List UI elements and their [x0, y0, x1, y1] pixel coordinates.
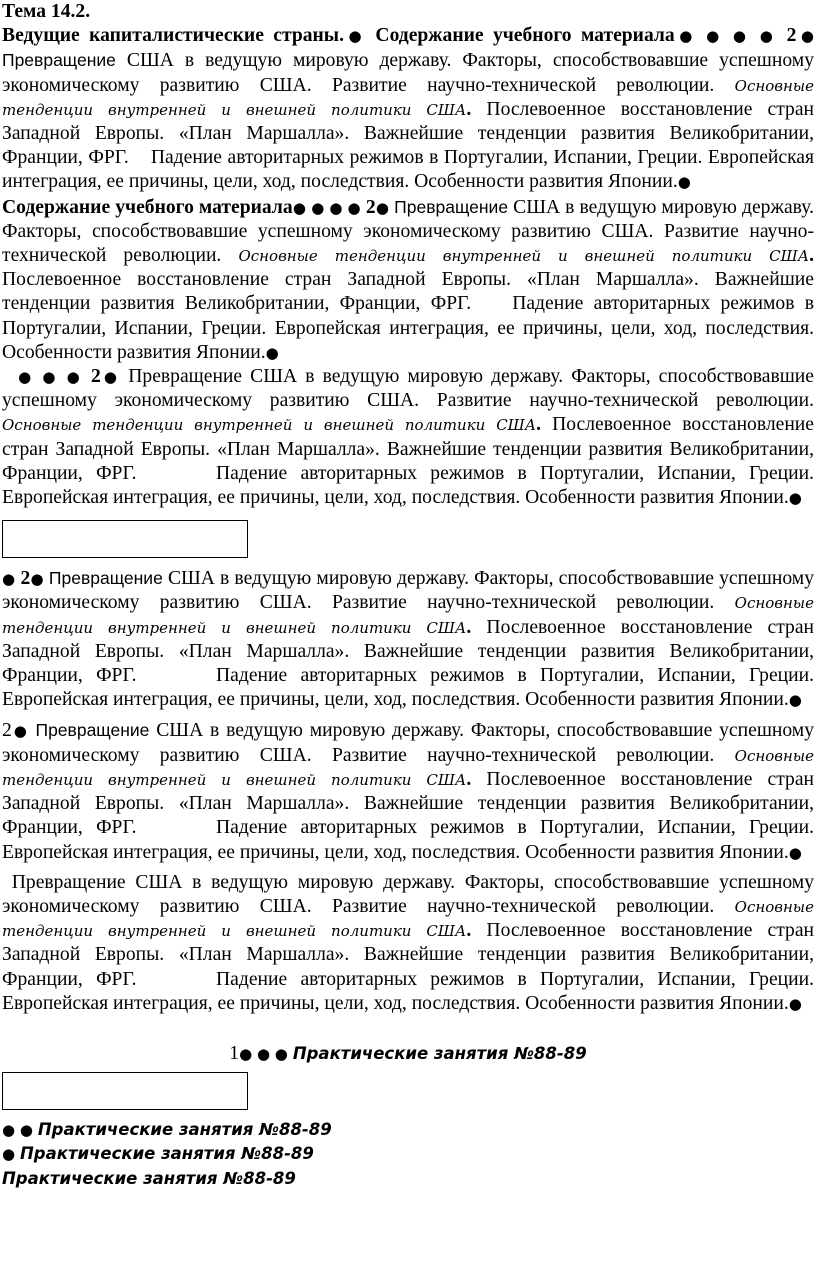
block-1: [2, 0, 814, 195]
bullet-icon: ● ● ●: [706, 27, 778, 46]
section-number: 1: [229, 1042, 240, 1064]
practice-title: Практические занятия №88-89: [20, 1144, 314, 1164]
bullet-icon: ●: [788, 994, 802, 1013]
practice-title: Практические занятия №88-89: [292, 1043, 587, 1063]
bullet-icon: ●: [788, 691, 802, 710]
practice-title: Практические занятия №88-89: [37, 1120, 332, 1140]
bullet-icon: ●: [677, 173, 691, 192]
policy-dot: .: [466, 616, 472, 638]
bullet-icon: ● ●: [2, 1121, 33, 1140]
bullet-icon: ●: [292, 198, 307, 217]
bullet-icon: ●: [674, 27, 697, 46]
rest2-text: Падение авторитарных режимов в Португалии, Испании, Греции. Европейская интеграция, ее причины, цели, ход, последствия. Особенности развития Японии.: [2, 968, 815, 1014]
policy-text: Основные тенденции внутренней и внешней политики США: [2, 897, 814, 941]
topic-text: США в ведущую мировую державу. Факторы, способствовавшие успешному экономическому развитию США. Развитие научно-технической революции.: [2, 568, 814, 614]
bullet-icon: ● ● ●: [311, 198, 361, 217]
block-2: [2, 195, 814, 365]
bullet-icon: ●: [2, 1145, 16, 1164]
policy-dot: .: [466, 920, 472, 942]
policy-text: Основные тенденции внутренней и внешней политики США: [2, 76, 814, 119]
empty-box: [2, 520, 248, 558]
topic-text: США в ведущую мировую державу. Факторы, способствовавшие успешному экономическому развитию США. Развитие научно-технической революции.: [2, 196, 814, 267]
rest2-text: Падение авторитарных режимов в Португалии, Испании, Греции. Европейская интеграция, ее причины, цели, ход, последствия. Особенности развития Японии.: [2, 817, 815, 863]
bullet-icon: ●: [11, 722, 29, 741]
policy-dot: .: [536, 414, 542, 436]
topic-title: Тема 14.2.: [2, 1, 91, 22]
block-5: [2, 718, 814, 864]
content-label: Содержание учебного материала: [375, 25, 675, 47]
section-number: 2: [20, 568, 31, 590]
bullet-icon: ●: [344, 27, 367, 46]
topic-start: Превращение: [48, 568, 163, 589]
bullet-icon: ●: [788, 843, 802, 862]
bullet-icon: ●: [100, 368, 121, 387]
practice-line-3: [2, 1167, 814, 1191]
rest-text: Послевоенное восстановление стран Западной Европы. «План Маршалла». Важнейшие тенденции развития Великобритании, Франции, ФРГ.: [2, 269, 814, 315]
rest2-text: Падение авторитарных режимов в Португалии, Испании, Греции. Европейская интеграция, ее причины, цели, ход, последствия. Особенности развития Японии.: [2, 665, 815, 711]
section-number: 2: [786, 25, 797, 47]
bullet-icon: ● ● ●: [239, 1044, 288, 1063]
rest-text: Послевоенное восстановление стран Западной Европы. «План Маршалла». Важнейшие тенденции развития Великобритании, Франции, ФРГ.: [2, 768, 814, 839]
block-6: [2, 871, 814, 1016]
section-number: 2: [2, 720, 12, 742]
bullet-icon: ●: [265, 343, 279, 362]
policy-text: Основные тенденции внутренней и внешней политики США: [2, 594, 814, 637]
topic-text: Превращение США в ведущую мировую державу.: [128, 366, 564, 388]
topic-heading: Ведущие капиталистические страны.: [2, 25, 345, 47]
policy-dot: .: [466, 768, 472, 790]
rest-text: Послевоенное восстановление стран Западной Европы. «План Маршалла». Важнейшие тенденции развития Великобритании, Франции, ФРГ.: [2, 414, 814, 484]
rest-text: Послевоенное восстановление стран Западной Европы. «План Маршалла». Важнейшие тенденции развития Великобритании, Франции, ФРГ.: [2, 98, 814, 169]
factors-text: Факторы, способствовавшие успешному экономическому развитию США. Развитие научно-технической революции.: [2, 366, 814, 412]
bullet-icon: ●: [375, 198, 390, 217]
practice-line-2: [2, 1142, 814, 1166]
document-page: [2, 0, 814, 1191]
bullet-icon: ● ● ●: [18, 368, 83, 387]
bullet-icon: ●: [2, 570, 16, 589]
content-label: Содержание учебного материала: [2, 196, 293, 218]
empty-box: [2, 1072, 248, 1110]
block-3: [2, 365, 814, 510]
rest-text: Послевоенное восстановление стран Западной Европы. «План Маршалла». Важнейшие тенденции развития Великобритании, Франции, ФРГ.: [2, 920, 814, 990]
topic-start: Превращение: [2, 50, 116, 71]
policy-text: Основные тенденции внутренней и внешней политики США: [2, 746, 814, 789]
policy-dot: .: [809, 245, 814, 267]
topic-start: Превращение: [35, 720, 150, 741]
rest-text: Послевоенное восстановление стран Западной Европы. «План Маршалла». Важнейшие тенденции развития Великобритании, Франции, ФРГ.: [2, 616, 814, 687]
practice-heading: [2, 1042, 814, 1066]
rest2-text: Падение авторитарных режимов в Португалии, Испании, Греции. Европейская интеграция, ее причины, цели, ход, последствия. Особенности развития Японии.: [2, 462, 815, 509]
topic-start: Превращение: [394, 196, 509, 217]
bullet-icon: ●: [30, 570, 44, 589]
practice-line-1: [2, 1118, 814, 1142]
block-4: [2, 566, 814, 712]
rest2-text: Падение авторитарных режимов в Португалии, Испании, Греции. Европейская интеграция, ее причины, цели, ход, последствия. Особенности развития Японии.: [2, 147, 814, 193]
topic-text: США в ведущую мировую державу. Факторы, способствовавшие успешному экономическому развитию США. Развитие научно-технической революции.: [2, 50, 814, 96]
topic-text: США в ведущую мировую державу. Факторы, способствовавшие успешному экономическому развитию США. Развитие научно-технической революции.: [2, 720, 815, 766]
factors-text: Факторы, способствовавшие успешному экономическому развитию США. Развитие научно-технической революции.: [2, 871, 814, 917]
policy-text: Основные тенденции внутренней и внешней политики США: [238, 247, 810, 266]
policy-dot: .: [466, 98, 472, 120]
topic-text: Превращение США в ведущую мировую державу.: [11, 871, 456, 893]
policy-text: Основные тенденции внутренней и внешней политики США: [2, 416, 537, 435]
section-number: 2: [90, 366, 101, 388]
section-number: 2: [365, 196, 376, 218]
rest2-text: Падение авторитарных режимов в Португалии, Испании, Греции. Европейская интеграция, ее причины, цели, ход, последствия. Особенности развития Японии.: [2, 293, 814, 363]
bullet-icon: ●: [796, 27, 815, 46]
practice-title: Практические занятия №88-89: [2, 1168, 296, 1188]
bullet-icon: ●: [788, 489, 802, 508]
